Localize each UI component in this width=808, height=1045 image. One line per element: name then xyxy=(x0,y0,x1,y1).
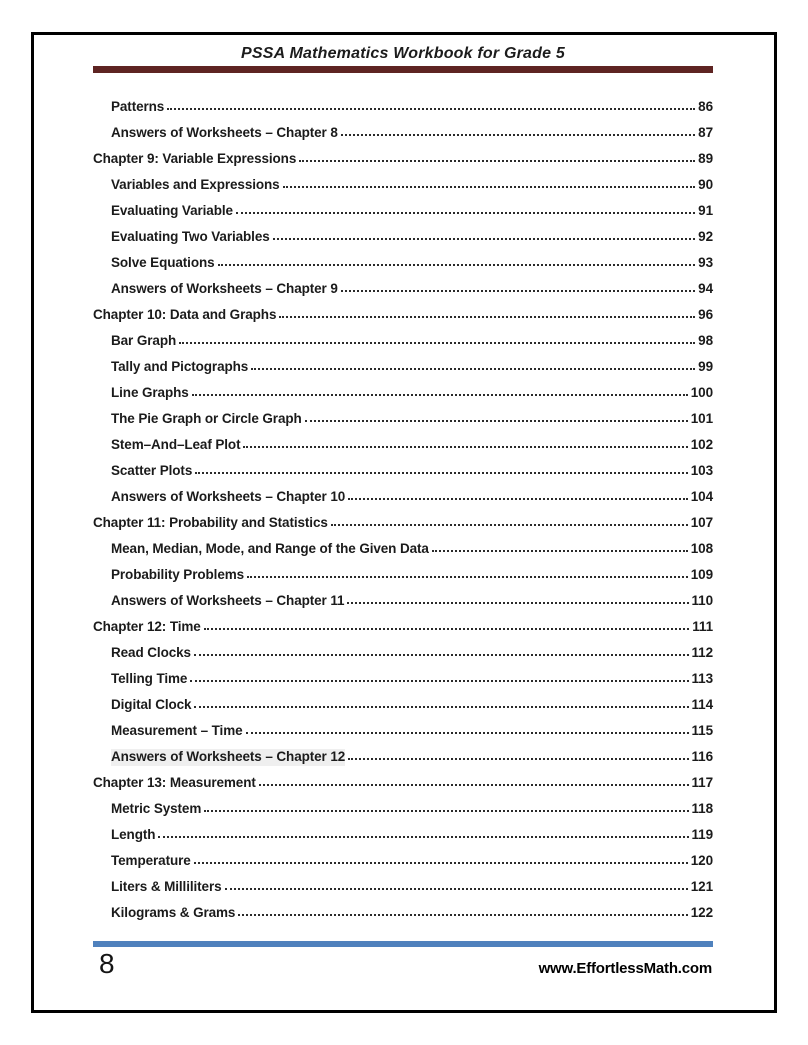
toc-entry-page: 100 xyxy=(690,385,713,400)
toc-entry xyxy=(93,220,713,246)
toc-entry xyxy=(93,584,713,610)
toc-entry xyxy=(93,298,713,324)
dot-leader xyxy=(238,914,687,916)
toc-entry-label: The Pie Graph or Circle Graph xyxy=(111,411,302,426)
toc-entry-page: 94 xyxy=(698,281,713,296)
toc-entry xyxy=(93,116,713,142)
toc-entry xyxy=(93,194,713,220)
toc-entry-label: Liters & Milliliters xyxy=(111,879,222,894)
toc-entry-page: 99 xyxy=(698,359,713,374)
toc-entry xyxy=(93,766,713,792)
dot-leader xyxy=(283,186,696,188)
dot-leader xyxy=(331,524,688,526)
toc-entry-label: Chapter 13: Measurement xyxy=(93,775,256,790)
toc-entry-page: 112 xyxy=(691,645,713,660)
toc-entry xyxy=(93,402,713,428)
toc-entry-label: Read Clocks xyxy=(111,645,191,660)
toc-entry-page: 121 xyxy=(690,879,713,894)
toc-entry-label: Chapter 10: Data and Graphs xyxy=(93,307,277,322)
dot-leader xyxy=(194,862,688,864)
toc-entry xyxy=(93,818,713,844)
dot-leader xyxy=(194,706,688,708)
toc-entry xyxy=(93,740,713,766)
toc-entry xyxy=(93,844,713,870)
dot-leader xyxy=(273,238,696,240)
toc-entry-label: Length xyxy=(111,827,156,842)
toc-entry-page: 110 xyxy=(691,593,713,608)
toc-entry-label: Answers of Worksheets – Chapter 8 xyxy=(111,125,338,140)
toc-entry-page: 107 xyxy=(690,515,713,530)
toc-entry xyxy=(93,662,713,688)
page-number: 8 xyxy=(99,948,115,979)
toc-entry-label: Answers of Worksheets – Chapter 11 xyxy=(111,593,345,608)
dot-leader xyxy=(243,446,687,448)
toc-entry-page: 119 xyxy=(691,827,713,842)
toc-entry-page: 114 xyxy=(691,697,713,712)
toc-entry xyxy=(93,428,713,454)
toc-entry-label: Variables and Expressions xyxy=(111,177,280,192)
toc-entry xyxy=(93,142,713,168)
toc-entry-label: Digital Clock xyxy=(111,697,192,712)
dot-leader xyxy=(251,368,695,370)
book-title-header: PSSA Mathematics Workbook for Grade 5 xyxy=(241,45,565,62)
dot-leader xyxy=(348,498,688,500)
toc-entry-label: Stem–And–Leaf Plot xyxy=(111,437,241,452)
toc-entry-label: Tally and Pictographs xyxy=(111,359,249,374)
toc-entry-label: Bar Graph xyxy=(111,333,177,348)
toc-entry-label: Telling Time xyxy=(111,671,188,686)
toc-entry-label: Answers of Worksheets – Chapter 10 xyxy=(111,489,346,504)
toc-entry-label: Answers of Worksheets – Chapter 12 xyxy=(111,749,346,764)
toc-entry-page: 89 xyxy=(698,151,713,166)
toc-entry-page: 122 xyxy=(690,905,713,920)
toc-entry-page: 115 xyxy=(691,723,713,738)
toc-entry-label: Kilograms & Grams xyxy=(111,905,236,920)
toc-entry-page: 93 xyxy=(698,255,713,270)
toc-entry-label: Solve Equations xyxy=(111,255,215,270)
toc-entry-page: 101 xyxy=(690,411,713,426)
toc-entry xyxy=(93,350,713,376)
toc-entry xyxy=(93,532,713,558)
toc-entry xyxy=(93,272,713,298)
toc-entry-page: 91 xyxy=(698,203,713,218)
toc-entry-page: 108 xyxy=(690,541,713,556)
dot-leader xyxy=(247,576,688,578)
dot-leader xyxy=(190,680,688,682)
toc-entry-page: 87 xyxy=(698,125,713,140)
dot-leader xyxy=(194,654,689,656)
dot-leader xyxy=(179,342,695,344)
toc-entry-label: Scatter Plots xyxy=(111,463,193,478)
dot-leader xyxy=(225,888,688,890)
toc-entry xyxy=(93,506,713,532)
toc-entry xyxy=(93,324,713,350)
dot-leader xyxy=(204,628,690,630)
toc-entry-page: 116 xyxy=(691,749,713,764)
toc-entry xyxy=(93,714,713,740)
toc-entry-label: Metric System xyxy=(111,801,202,816)
toc-entry xyxy=(93,558,713,584)
toc-entry-page: 109 xyxy=(690,567,713,582)
toc-entry xyxy=(93,90,713,116)
toc-entry-label: Temperature xyxy=(111,853,191,868)
toc-entry xyxy=(93,896,713,922)
footer-rule xyxy=(93,941,713,947)
toc-entry-label: Chapter 11: Probability and Statistics xyxy=(93,515,328,530)
toc-entry-page: 104 xyxy=(690,489,713,504)
toc-entry-page: 111 xyxy=(692,619,713,634)
toc-entry xyxy=(93,792,713,818)
toc-entry xyxy=(93,168,713,194)
dot-leader xyxy=(246,732,689,734)
dot-leader xyxy=(341,134,695,136)
toc-entry-page: 92 xyxy=(698,229,713,244)
toc-entry-label: Patterns xyxy=(111,99,165,114)
toc-entry-page: 98 xyxy=(698,333,713,348)
toc-entry-page: 90 xyxy=(698,177,713,192)
dot-leader xyxy=(218,264,696,266)
toc-entry xyxy=(93,376,713,402)
toc-entry xyxy=(93,610,713,636)
toc-entry xyxy=(93,454,713,480)
dot-leader xyxy=(348,758,688,760)
toc-entry-label: Probability Problems xyxy=(111,567,245,582)
dot-leader xyxy=(341,290,695,292)
dot-leader xyxy=(299,160,695,162)
toc-entry xyxy=(93,688,713,714)
toc-entry-label: Line Graphs xyxy=(111,385,189,400)
dot-leader xyxy=(305,420,688,422)
dot-leader xyxy=(167,108,695,110)
header-rule xyxy=(93,66,713,73)
dot-leader xyxy=(204,810,688,812)
toc-entry-label: Evaluating Two Variables xyxy=(111,229,270,244)
toc-entry-label: Mean, Median, Mode, and Range of the Given Data xyxy=(111,541,429,556)
toc-entry-label: Measurement – Time xyxy=(111,723,243,738)
dot-leader xyxy=(259,784,689,786)
dot-leader xyxy=(236,212,695,214)
toc-entry-page: 120 xyxy=(690,853,713,868)
dot-leader xyxy=(192,394,688,396)
toc-entry-page: 113 xyxy=(691,671,713,686)
toc-entry-page: 118 xyxy=(691,801,713,816)
dot-leader xyxy=(432,550,688,552)
dot-leader xyxy=(279,316,695,318)
toc-entry xyxy=(93,636,713,662)
toc-entry-page: 117 xyxy=(691,775,713,790)
toc-entry xyxy=(93,480,713,506)
toc-list xyxy=(93,90,713,922)
dot-leader xyxy=(158,836,688,838)
toc-entry-label: Chapter 9: Variable Expressions xyxy=(93,151,297,166)
toc-entry-label: Chapter 12: Time xyxy=(93,619,201,634)
dot-leader xyxy=(347,602,688,604)
website-url: www.EffortlessMath.com xyxy=(538,960,712,977)
dot-leader xyxy=(195,472,688,474)
toc-entry-page: 96 xyxy=(698,307,713,322)
toc-entry-page: 102 xyxy=(690,437,713,452)
toc-entry-label: Evaluating Variable xyxy=(111,203,233,218)
toc-entry xyxy=(93,870,713,896)
toc-entry-page: 103 xyxy=(690,463,713,478)
toc-entry-page: 86 xyxy=(698,99,713,114)
toc-entry-label: Answers of Worksheets – Chapter 9 xyxy=(111,281,338,296)
toc-entry xyxy=(93,246,713,272)
